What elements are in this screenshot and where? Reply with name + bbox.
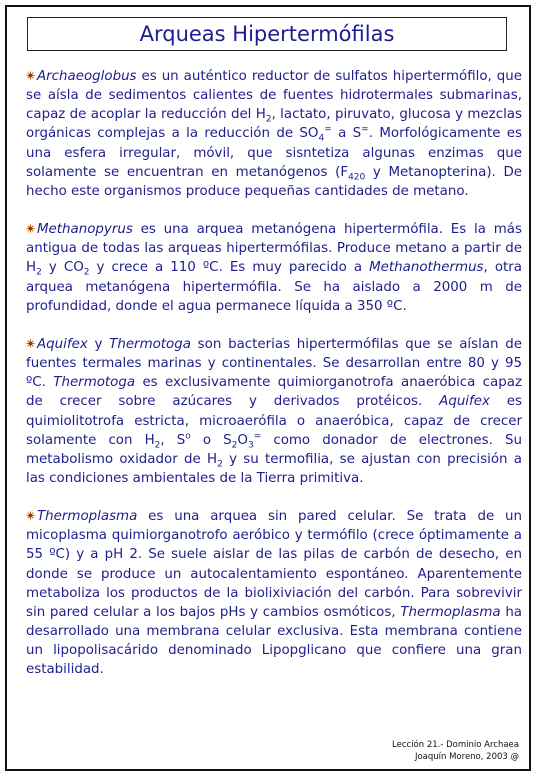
sunburst-bullet-icon [26,339,35,348]
sunburst-bullet-icon [26,71,35,80]
text-body [26,67,522,699]
page-title: Arqueas Hipertermófilas [27,17,507,51]
paragraph-archaeoglobus: Archaeoglobus es un auténtico reductor de sulfatos hipertermófilo, que se aísla de sedimentos calientes de fuentes hidrotermales submarinas, capaz de acoplar la reducción del $H_2$, lactato, piruvato, glucosa y mezclas orgánicas complejas a la reducción de $SO_4^=$ a S=. Morfológicamente es una esfera irregular, móvil, que sisntetiza algunas enzimas que solamente se encuentran en metanógenos ($F_{420}$ y Metanopterina). De hecho este organismos produce pequeñas cantidades de metano. [26,69,523,199]
footer-author: Joaquín Moreno, 2003 @ [414,752,519,762]
slide-frame [5,5,531,771]
paragraph-aquifex-thermotoga: Aquifex y Thermotoga son bacterias hipertermófilas que se aíslan de fuentes termales marinas y continentales. Se desarrollan entre 80 y 95 ºC. Thermotoga es exclusivamente quimiorganotrofa anaeróbica capaz de crecer sobre azúcares y derivados protéicos. Aquifex es quimiolitotrofa estricta, microaerófila o anaeróbica, capaz de crecer solamente con $H_2$, $S^o$ o $S_2O_3^=$ como donador de electrones. Su metabolismo oxidador de $H_2$ y su termofilia, se ajustan con precisión a las condiciones ambientales de la Tierra primitiva. [26,336,522,486]
footer-credit [392,739,519,763]
paragraph-methanopyrus: Methanopyrus es una arquea metanógena hipertermófila. Es la más antigua de todas las arqueas hipertermófilas. Produce metano a partir de $H_2$ y $CO_2$ y crece a 110 ºC. Es muy parecido a Methanothermus, otra arquea metanógena hipertermófila. Se ha aislado a 2000 m de profundidad, donde el agua permanece líquida a 350 ºC. [26,222,522,314]
sunburst-bullet-icon [26,224,35,233]
footer-lesson: Lección 21.- Dominio Archaea [392,740,519,750]
sunburst-bullet-icon [26,511,35,520]
paragraph-thermoplasma: Thermoplasma es una arquea sin pared celular. Se trata de un micoplasma quimiorganotrofo aeróbico y termófilo (crece óptimamente a 55 ºC) y a pH 2. Se suele aislar de las pilas de carbón de desecho, en donde se produce un autocalentamiento espontáneo. Aparentemente metaboliza los productos de la biolixiviación del carbón. Para sobrevivir sin pared celular a los bajos pHs y cambios osmóticos, Thermoplasma ha desarrollado una membrana celular exclusiva. Esta membrana contiene un lipopolisacárido denominado Lipopglicano que confiere una gran estabilidad. [26,509,523,678]
